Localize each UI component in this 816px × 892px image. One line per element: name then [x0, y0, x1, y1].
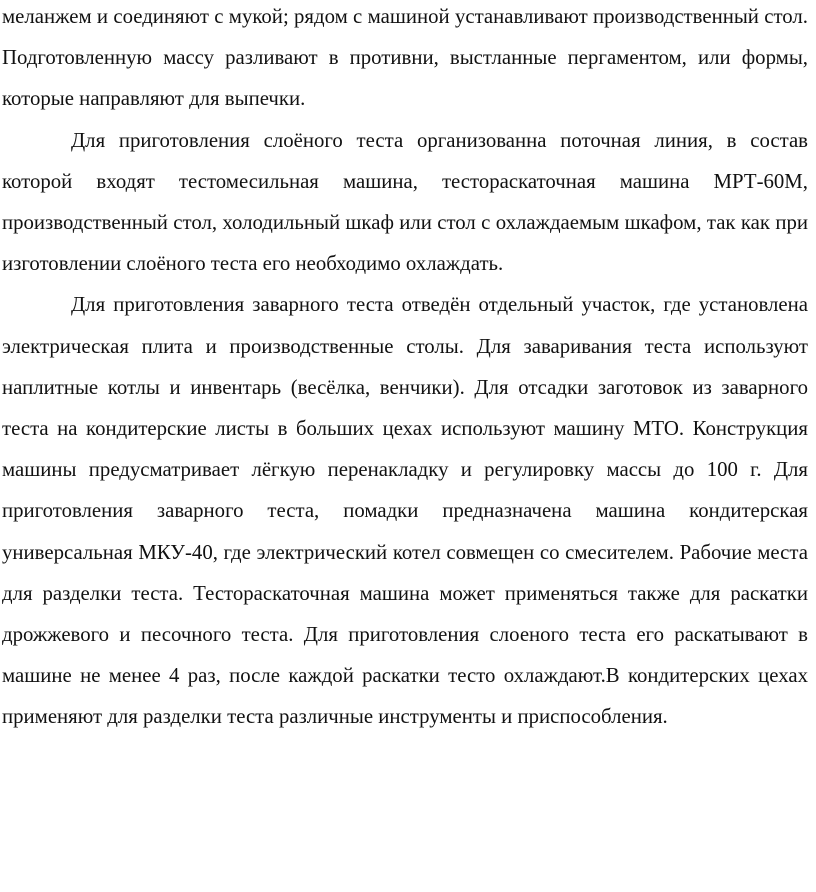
paragraph-puff-pastry-line: Для приготовления слоёного теста организованна поточная линия, в состав которой входят тестомесильная машина, тестораскаточная машина МРТ-60М, производственный стол, холодильный шкаф или стол с охлаждаемым шкафом, так как при изготовлении слоёного теста его необходимо охлаждать.: [2, 128, 808, 276]
paragraph-choux-pastry-area: Для приготовления заварного теста отведён отдельный участок, где установлена электрическая плита и производственные столы. Для заваривания теста используют наплитные котлы и инвентарь (весёлка, венчики). Для отсадки заготовок из заварного теста на кондитерские листы в больших цехах используют машину МТО. Конструкция машины предусматривает лёгкую перенакладку и регулировку массы до 100 г. Для приготовления заварного теста, помадки предназначена машина кондитерская универсальная МКУ-40, где электрический котел совмещен со смесителем. Рабочие места для разделки теста. Тестораскаточная машина может применяться также для раскатки дрожжевого и песочного теста. Для приготовления слоеного теста его раскатывают в машине не менее 4 раз, после каждой раскатки тесто охлаждают.В кондитерских цехах применяют для разделки теста различные инструменты и приспособления.: [2, 293, 808, 729]
paragraph-continued: меланжем и соединяют с мукой; рядом с машиной устанавливают производственный стол. Подготовленную массу разливают в противни, выстланные пергаментом, или формы, которые направляют для выпечки.: [2, 5, 808, 111]
